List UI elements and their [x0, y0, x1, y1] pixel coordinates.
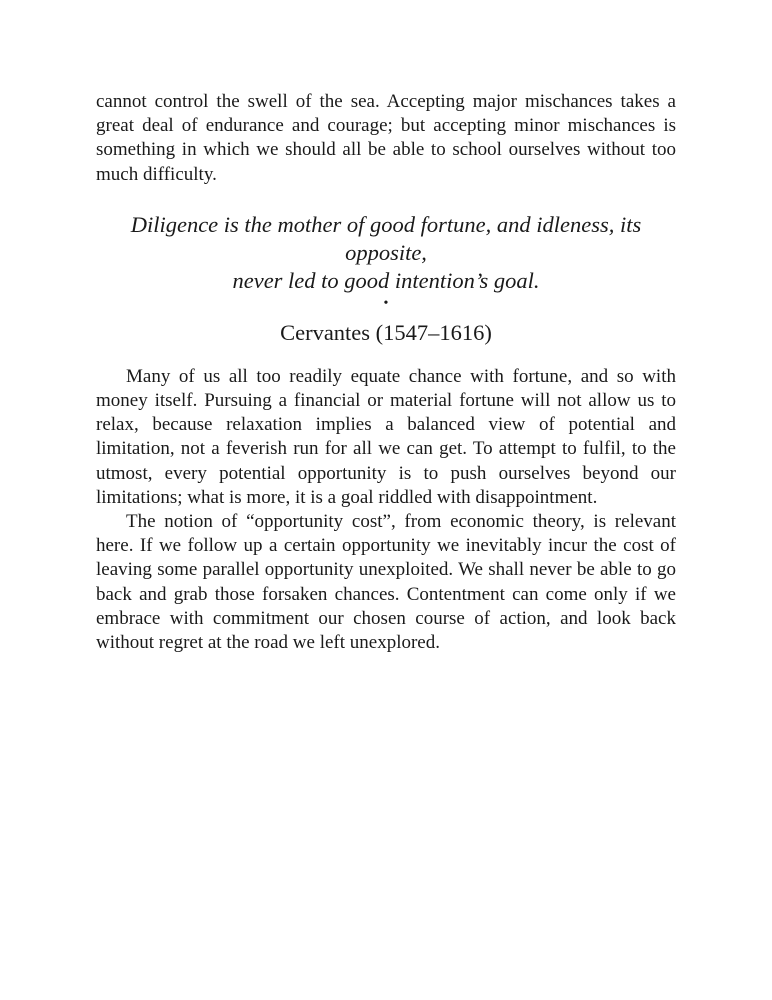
epigraph-quote	[96, 211, 676, 295]
paragraph-opportunity-cost: The notion of “opportunity cost”, from economic theory, is relevant here. If we follow up a certain opportunity we inevitably incur the cost of leaving some parallel opportunity unexploited. We shall never be able to go back and grab those forsaken chances. Contentment can come only if we embrace with commitment our chosen course of action, and look back without regret at the road we left unexplored.	[96, 511, 676, 654]
quote-separator: •	[383, 295, 389, 311]
paragraph-opening: cannot control the swell of the sea. Accepting major mischances takes a great deal of endurance and courage; but accepting minor mischances is something in which we should all be able to school ourselves without too much difficulty.	[96, 91, 676, 185]
paragraph-chance-fortune: Many of us all too readily equate chance with fortune, and so with money itself. Pursuing a financial or material fortune will not allow us to relax, because relaxation implies a balanced view of potential and limitation, not a feverish run for all we can get. To attempt to fulfil, to the utmost, every potential opportunity is to push ourselves beyond our limitations; what is more, it is a goal riddled with disappointment.	[96, 365, 676, 508]
quote-line-2: never led to good intention’s goal.	[232, 267, 540, 293]
quote-line-1: Diligence is the mother of good fortune, and idleness, its opposite,	[130, 211, 642, 265]
page-content	[96, 90, 676, 655]
quote-attribution: Cervantes (1547–1616)	[280, 319, 492, 345]
